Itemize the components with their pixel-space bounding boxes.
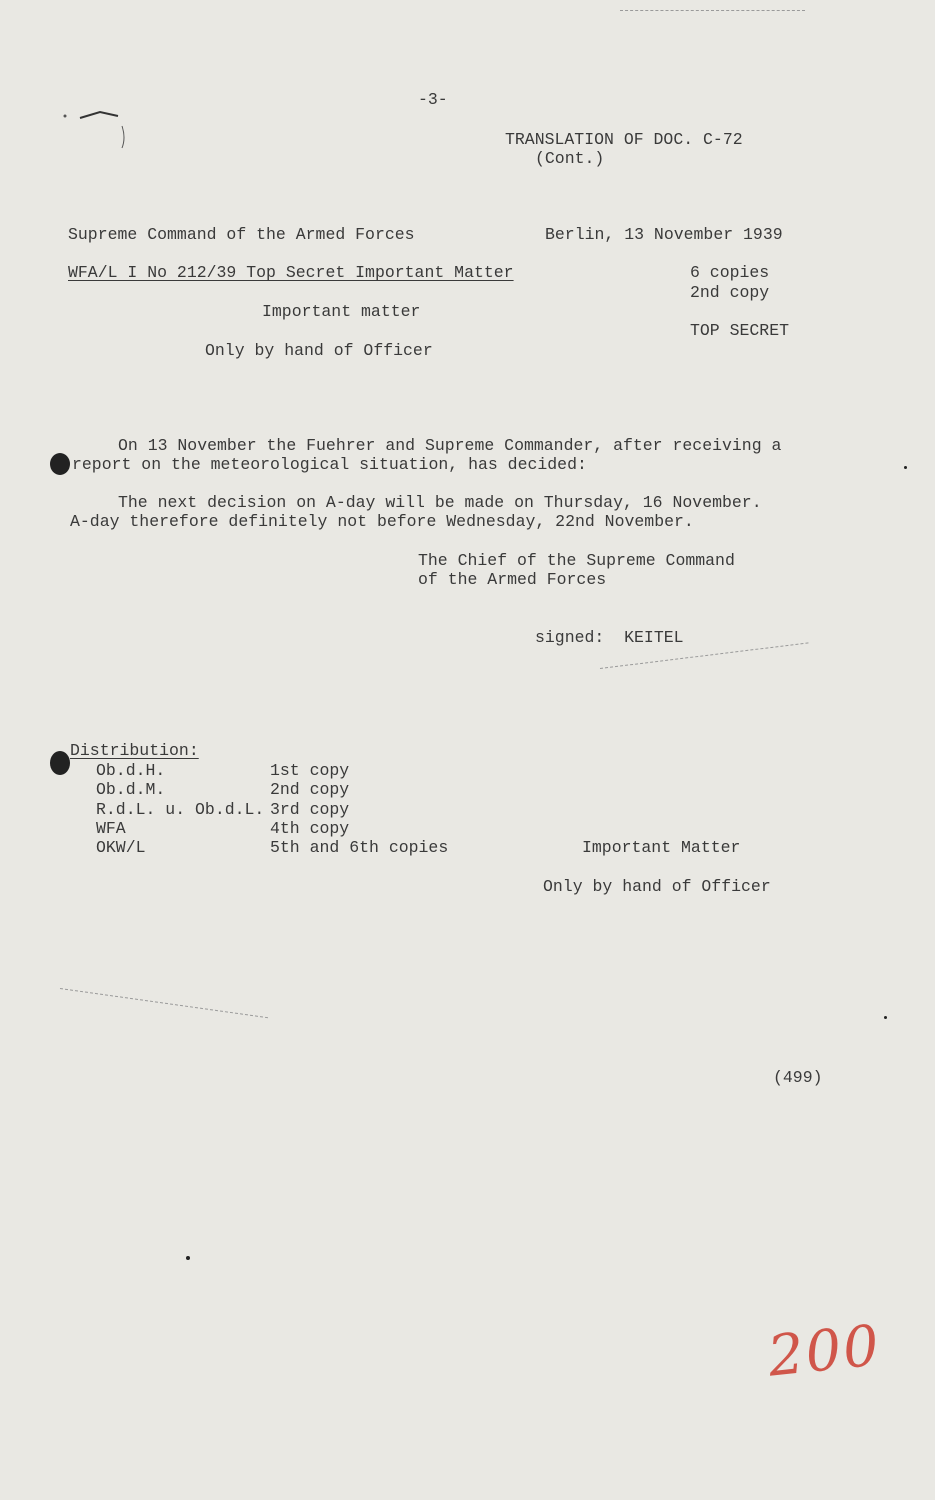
archive-number: (499) [773, 1068, 823, 1087]
paper-speck [884, 1016, 887, 1019]
place-date: Berlin, 13 November 1939 [545, 225, 783, 244]
body-paragraph-2-line-1: The next decision on A-day will be made on Thursday, 16 November. [118, 493, 762, 512]
page-number: -3- [418, 90, 448, 109]
paper-speck [904, 466, 907, 469]
header-line-2: (Cont.) [535, 149, 605, 168]
sender: Supreme Command of the Armed Forces [68, 225, 415, 244]
classification: TOP SECRET [690, 321, 790, 340]
paper-speck [186, 1256, 190, 1260]
punch-hole-mark [50, 751, 70, 775]
distribution-copy: 1st copy [270, 761, 350, 780]
distribution-copy: 4th copy [270, 819, 350, 838]
corner-mark-icon [60, 98, 140, 153]
signature-signed: signed: KEITEL [535, 628, 684, 647]
handling-line-2: Only by hand of Officer [205, 341, 433, 360]
paper-scratch [620, 10, 805, 11]
paper-scratch [60, 988, 268, 1018]
distribution-heading: Distribution: [70, 741, 199, 760]
distribution-recipient: R.d.L. u. Ob.d.L. [96, 800, 265, 819]
signature-title-line-2: of the Armed Forces [418, 570, 607, 589]
distribution-recipient: Ob.d.M. [96, 780, 166, 799]
body-paragraph-1-line-2: report on the meteorological situation, has decided: [72, 455, 587, 474]
header-line-1: TRANSLATION OF DOC. C-72 [505, 130, 743, 149]
handling-line-1: Important matter [262, 302, 421, 321]
signature-title-line-1: The Chief of the Supreme Command [418, 551, 735, 570]
footer-handling-line-1: Important Matter [582, 838, 741, 857]
reference-number: WFA/L I No 212/39 Top Secret Important Matter [68, 263, 514, 282]
copy-number: 2nd copy [690, 283, 770, 302]
body-paragraph-1-line-1: On 13 November the Fuehrer and Supreme Commander, after receiving a [118, 436, 782, 455]
body-paragraph-2-line-2: A-day therefore definitely not before Wednesday, 22nd November. [70, 512, 694, 531]
distribution-copy: 5th and 6th copies [270, 838, 449, 857]
footer-handling-line-2: Only by hand of Officer [543, 877, 771, 896]
distribution-recipient: Ob.d.H. [96, 761, 166, 780]
distribution-copy: 3rd copy [270, 800, 350, 819]
punch-hole-mark [50, 453, 70, 475]
copies-count: 6 copies [690, 263, 770, 282]
distribution-recipient: WFA [96, 819, 126, 838]
stamp-number: 200 [764, 1313, 884, 1390]
distribution-recipient: OKW/L [96, 838, 146, 857]
distribution-copy: 2nd copy [270, 780, 350, 799]
